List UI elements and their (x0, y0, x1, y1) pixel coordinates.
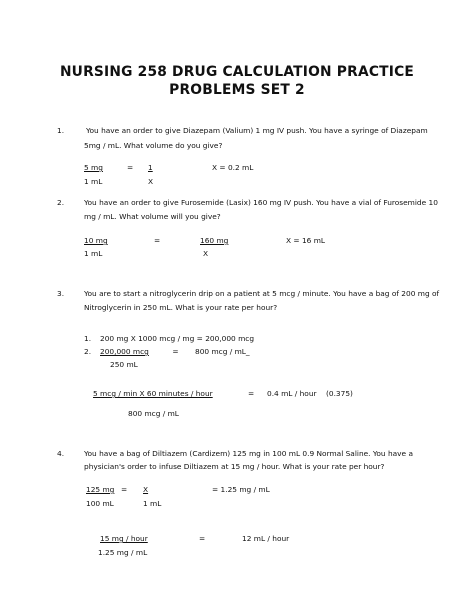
proportion-numerator-right: 1 (148, 163, 153, 172)
page-title-line-1: NURSING 258 DRUG CALCULATION PRACTICE (59, 64, 415, 80)
question-line: You have an order to give Diazepam (Valium) 1 mg IV push. You have a syringe of Diazepam (86, 126, 428, 135)
proportion-numerator-right: X (143, 485, 149, 494)
proportion-denominator-right: X (148, 177, 154, 186)
question-line: You are to start a nitroglycerin drip on a patient at 5 mcg / minute. You have a bag of 200 mg of (84, 289, 440, 298)
proportion-denominator-left: 1 mL (84, 249, 103, 258)
answer: = 1.25 mg / mL (212, 485, 270, 494)
step-text: 200 mg X 1000 mcg / mg = 200,000 mcg (100, 334, 255, 343)
proportion-numerator-right: 160 mg (200, 236, 229, 245)
step-number: 1. (84, 334, 92, 343)
problem-number: 1. (57, 126, 65, 135)
rate-numerator: 5 mcg / min X 60 minutes / hour (93, 389, 213, 398)
rate-numerator: 15 mg / hour (100, 534, 148, 543)
question-line: You have a bag of Diltiazem (Cardizem) 125 mg in 100 mL 0.9 Normal Saline. You have a (84, 449, 413, 458)
proportion-denominator-left: 1 mL (84, 177, 103, 186)
step-remainder: = 800 mcg / mL_ (148, 347, 250, 356)
proportion-denominator-left: 100 mL (86, 499, 114, 508)
proportion-numerator-left: 10 mg (84, 236, 108, 245)
proportion-numerator-left: 5 mg (84, 163, 103, 172)
rate-denominator: 1.25 mg / mL (98, 548, 148, 557)
step-denominator: 250 mL (110, 360, 138, 369)
equals-sign: = (121, 485, 128, 494)
problem-number: 2. (57, 198, 65, 207)
proportion-denominator-right: X (203, 249, 209, 258)
answer: X = 16 mL (286, 236, 326, 245)
proportion-numerator-left: 125 mg (86, 485, 115, 494)
question-line: physician's order to infuse Diltiazem at 15 mg / hour. What is your rate per hour? (84, 462, 385, 471)
page-title-line-2: PROBLEMS SET 2 (169, 82, 305, 98)
equals-sign: = (154, 236, 161, 245)
answer: X = 0.2 mL (212, 163, 254, 172)
answer-note: (0.375) (326, 389, 353, 398)
question-line: Nitroglycerin in 250 mL. What is your rate per hour? (84, 303, 278, 312)
problem-number: 4. (57, 449, 65, 458)
step-text (100, 347, 250, 356)
question-line: mg / mL. What volume will you give? (84, 212, 221, 221)
answer: 12 mL / hour (242, 534, 290, 543)
rate-denominator: 800 mcg / mL (128, 409, 179, 418)
problem-number: 3. (57, 289, 65, 298)
proportion-denominator-right: 1 mL (143, 499, 162, 508)
equals-sign: = (248, 389, 255, 398)
equals-sign: = (127, 163, 134, 172)
question-line: 5mg / mL. What volume do you give? (84, 141, 223, 150)
step-number: 2. (84, 347, 92, 356)
equals-sign: = (199, 534, 206, 543)
step-underlined-value: 200,000 mcg (100, 347, 149, 356)
answer: 0.4 mL / hour (267, 389, 317, 398)
question-line: You have an order to give Furosemide (Lasix) 160 mg IV push. You have a vial of Furosemide 10 (84, 198, 438, 207)
